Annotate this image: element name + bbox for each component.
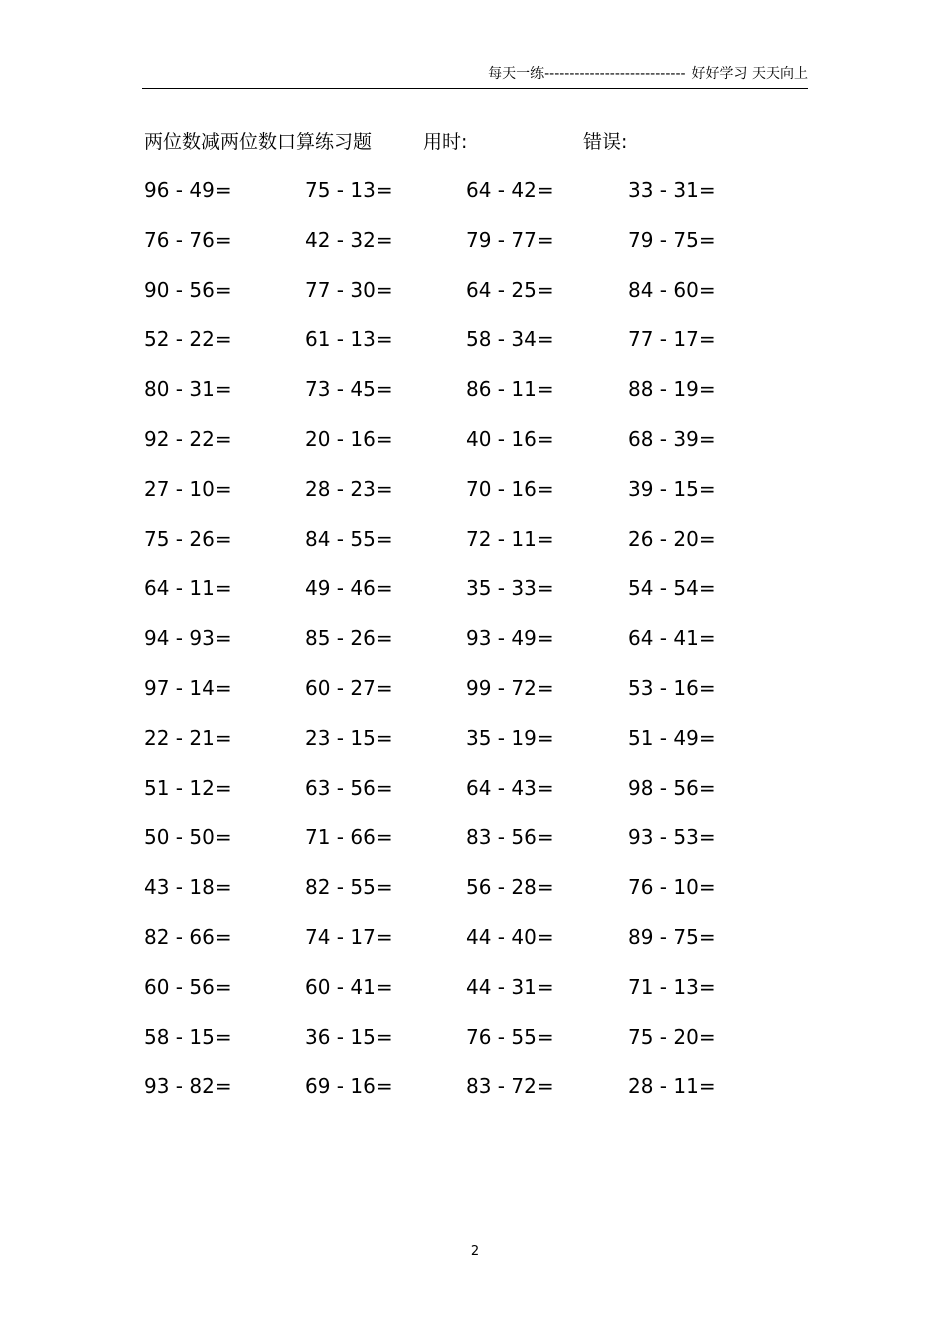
problem-item: 93 - 82= (144, 1074, 232, 1099)
problem-item: 63 - 56= (305, 775, 393, 800)
problem-item: 40 - 16= (466, 426, 554, 451)
problem-item: 64 - 25= (466, 277, 554, 302)
problem-item: 58 - 15= (144, 1024, 232, 1049)
problem-item: 83 - 56= (466, 825, 554, 850)
problem-row (144, 276, 804, 326)
problem-item: 61 - 13= (305, 327, 393, 352)
problem-item: 80 - 31= (144, 377, 232, 402)
problem-item: 54 - 54= (628, 576, 716, 601)
problem-item: 93 - 49= (466, 626, 554, 651)
problem-item: 76 - 55= (466, 1024, 554, 1049)
problem-item: 28 - 11= (628, 1074, 716, 1099)
problem-item: 20 - 16= (305, 426, 393, 451)
problem-row (144, 674, 804, 724)
problem-item: 42 - 32= (305, 227, 393, 252)
problem-item: 74 - 17= (305, 924, 393, 949)
problem-item: 53 - 16= (628, 675, 716, 700)
problem-item: 64 - 11= (144, 576, 232, 601)
problem-item: 90 - 56= (144, 277, 232, 302)
problem-item: 60 - 27= (305, 675, 393, 700)
problem-item: 51 - 49= (628, 725, 716, 750)
problem-row (144, 574, 804, 624)
problem-item: 22 - 21= (144, 725, 232, 750)
problem-item: 82 - 66= (144, 924, 232, 949)
problem-item: 94 - 93= (144, 626, 232, 651)
problem-item: 69 - 16= (305, 1074, 393, 1099)
problem-row (144, 325, 804, 375)
problem-item: 49 - 46= (305, 576, 393, 601)
problem-item: 96 - 49= (144, 178, 232, 202)
worksheet-title: 两位数减两位数口算练习题 (144, 131, 373, 153)
page-header (142, 64, 808, 89)
problem-item: 75 - 13= (305, 178, 393, 202)
problem-item: 44 - 40= (466, 924, 554, 949)
problem-item: 75 - 26= (144, 526, 232, 551)
problem-item: 64 - 41= (628, 626, 716, 651)
problem-item: 88 - 19= (628, 377, 716, 402)
problem-item: 51 - 12= (144, 775, 232, 800)
problem-item: 76 - 76= (144, 227, 232, 252)
problem-item: 52 - 22= (144, 327, 232, 352)
title-row (144, 128, 804, 158)
problem-item: 43 - 18= (144, 875, 232, 900)
problem-item: 77 - 30= (305, 277, 393, 302)
problem-item: 97 - 14= (144, 675, 232, 700)
problem-item: 68 - 39= (628, 426, 716, 451)
problem-item: 79 - 77= (466, 227, 554, 252)
problem-item: 27 - 10= (144, 476, 232, 501)
header-left-text: 每天一练 (488, 66, 545, 82)
problem-row (144, 873, 804, 923)
problem-row (144, 1023, 804, 1073)
problem-item: 70 - 16= (466, 476, 554, 501)
problem-grid (144, 176, 804, 1122)
problem-row (144, 923, 804, 973)
problem-item: 64 - 43= (466, 775, 554, 800)
problem-item: 93 - 53= (628, 825, 716, 850)
problem-row (144, 525, 804, 575)
problem-item: 73 - 45= (305, 377, 393, 402)
problem-item: 33 - 31= (628, 178, 716, 202)
problem-item: 64 - 42= (466, 178, 554, 202)
problem-item: 98 - 56= (628, 775, 716, 800)
time-label: 用时: (423, 131, 468, 153)
problem-row (144, 823, 804, 873)
header-right-text: 好好学习 天天向上 (691, 66, 808, 82)
problem-row (144, 1072, 804, 1122)
problem-item: 92 - 22= (144, 426, 232, 451)
problem-item: 84 - 55= (305, 526, 393, 551)
problem-item: 35 - 33= (466, 576, 554, 601)
problem-item: 83 - 72= (466, 1074, 554, 1099)
problem-item: 60 - 56= (144, 974, 232, 999)
problem-item: 85 - 26= (305, 626, 393, 651)
error-label: 错误: (583, 131, 628, 153)
problem-item: 58 - 34= (466, 327, 554, 352)
problem-item: 39 - 15= (628, 476, 716, 501)
problem-item: 60 - 41= (305, 974, 393, 999)
problem-item: 50 - 50= (144, 825, 232, 850)
problem-row (144, 176, 804, 226)
problem-item: 84 - 60= (628, 277, 716, 302)
problem-row (144, 425, 804, 475)
problem-item: 36 - 15= (305, 1024, 393, 1049)
problem-item: 76 - 10= (628, 875, 716, 900)
page-number: 2 (470, 1244, 480, 1259)
problem-item: 23 - 15= (305, 725, 393, 750)
problem-item: 71 - 66= (305, 825, 393, 850)
problem-item: 72 - 11= (466, 526, 554, 551)
problem-item: 86 - 11= (466, 377, 554, 402)
problem-row (144, 973, 804, 1023)
problem-item: 44 - 31= (466, 974, 554, 999)
problem-item: 35 - 19= (466, 725, 554, 750)
problem-item: 56 - 28= (466, 875, 554, 900)
problem-row (144, 724, 804, 774)
problem-row (144, 226, 804, 276)
problem-item: 28 - 23= (305, 476, 393, 501)
problem-item: 89 - 75= (628, 924, 716, 949)
problem-item: 26 - 20= (628, 526, 716, 551)
problem-row (144, 624, 804, 674)
problem-item: 75 - 20= (628, 1024, 716, 1049)
problem-item: 99 - 72= (466, 675, 554, 700)
problem-item: 77 - 17= (628, 327, 716, 352)
problem-row (144, 475, 804, 525)
problem-item: 82 - 55= (305, 875, 393, 900)
header-dashes: ---------------------------- (544, 66, 686, 82)
problem-item: 79 - 75= (628, 227, 716, 252)
problem-row (144, 774, 804, 824)
problem-item: 71 - 13= (628, 974, 716, 999)
problem-row (144, 375, 804, 425)
